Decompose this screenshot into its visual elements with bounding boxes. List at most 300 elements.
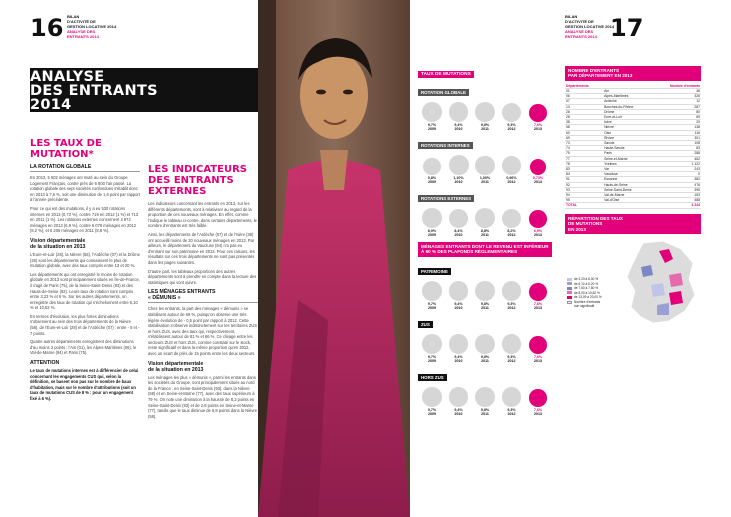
- year-tick-label: 2009: [428, 127, 436, 131]
- table-cell: 288: [651, 151, 701, 156]
- heading-vision: [30, 238, 140, 250]
- map-title: [565, 214, 701, 234]
- bubble-cell: [420, 102, 444, 127]
- bubble-cell: [500, 156, 524, 180]
- legend-swatch: [567, 305, 572, 308]
- table-cell: Var: [603, 167, 651, 172]
- running-title-line: BILAN: [67, 14, 80, 19]
- section-title-line: LES INDICATEURS: [148, 164, 247, 175]
- bubble-cell: [473, 387, 497, 412]
- bubble-cell: [473, 156, 497, 180]
- bubble-mark: [529, 283, 547, 301]
- table-title-line: PAR DÉPARTEMENT EN 2013: [568, 73, 633, 79]
- bubble-cell: [447, 334, 471, 359]
- bubble-cell: [447, 102, 471, 127]
- department-region: [669, 273, 683, 287]
- table-cell: 07: [565, 99, 603, 104]
- running-subtitle-line: ENTRANTS 2014: [67, 34, 99, 39]
- table-cell: 83: [565, 167, 603, 172]
- chart-title: ZUS: [418, 321, 433, 328]
- bubble-mark: [422, 334, 442, 354]
- bubble-cell: [420, 208, 444, 233]
- year-tick-label: 2012: [507, 127, 516, 131]
- bubble-mark: [422, 387, 442, 407]
- table-cell: TOTAL: [565, 203, 603, 208]
- chart-title: PATRIMOINE: [418, 268, 451, 275]
- bubble-mark: [530, 159, 546, 175]
- legend-item: [567, 304, 627, 309]
- bubble-mark: [449, 102, 469, 122]
- bubble-value-label: 9,4%: [454, 407, 463, 412]
- legend-swatch: [567, 278, 572, 281]
- bubble-cell: [420, 334, 444, 359]
- year-tick-label: 2010: [454, 411, 463, 416]
- bubble-value-label: 0,8%: [427, 176, 437, 180]
- table-cell: 287: [651, 104, 701, 109]
- table-cell: Paris: [603, 151, 651, 156]
- section-title-line: MUTATION*: [30, 149, 94, 160]
- legend-label: Nombre d'entrants: [574, 299, 601, 304]
- bubble-cell: [420, 387, 444, 412]
- legend-label: de 13,09 à 20,00 %: [574, 295, 602, 300]
- table-cell: 488: [651, 198, 701, 203]
- bubble-value-label: 9,4%: [454, 301, 463, 306]
- bubble-cell: [526, 210, 550, 233]
- bubble-value-label: 9,8%: [480, 354, 490, 359]
- charts-column: [418, 62, 552, 419]
- table-cell: 94: [565, 193, 603, 198]
- chart-title: ROTATIONS INTERNES: [418, 142, 473, 149]
- bubble-mark: [475, 281, 495, 301]
- bubble-mark: [529, 210, 547, 228]
- year-tick-label: 2009: [428, 305, 436, 310]
- paragraph: En termes d'évolution, les plus fortes diminutions s'observent au sein des trois départements de la Nièvre (58), de l'Eure-et-Loir (28) et de l'Ardèche (07) : entre - 5 et - 7 points.: [30, 313, 140, 336]
- bubble-mark: [502, 209, 521, 228]
- running-head-right: [565, 14, 615, 39]
- year-tick-label: 2009: [428, 411, 436, 416]
- map-legend: [567, 277, 627, 309]
- department-region: [669, 291, 683, 305]
- table-cell: 20: [651, 120, 701, 125]
- legend-swatch: [567, 301, 572, 304]
- table-cell: 75: [565, 151, 603, 156]
- chart-title: HORS ZUS: [418, 374, 447, 381]
- table-cell: 93: [565, 187, 603, 192]
- bubble-row: [418, 384, 552, 412]
- paragraph: Les départements qui ont enregistré le moins de rotation globale en 2013 sont principalement situés en Île-de-France, il s'agit de Paris (75), de la Seine-Saint-Denis (93) et des Hauts-de-Seine (92). Leurs taux de rotation sont compris entre 3,23 % et 6 %. Sur les autres départements, on enregistre des taux de rotation qui s'échelonnent entre 6,10 % et 10,62 %.: [30, 271, 140, 311]
- bubble-mark: [449, 387, 469, 407]
- bubble-cell: [500, 103, 524, 127]
- section-title-line: EXTERNES: [148, 186, 207, 197]
- main-title-line: ANALYSE: [30, 69, 105, 85]
- table-cell: [603, 203, 651, 208]
- table-cell: Haute-Savoie: [603, 146, 651, 151]
- bubble-value-label: 8,9%: [427, 229, 437, 233]
- bubble-value-label: 9,3%: [507, 301, 516, 306]
- bubble-row: [418, 331, 552, 359]
- main-title-line: 2014: [30, 97, 72, 113]
- year-tick-label: 2009: [428, 233, 436, 237]
- paragraph: Quatre autres départements enregistrent des diminutions d'au moins 3 points : l'Ain (01), les Alpes-Maritimes (06), le Val-de-Marne (94) et Paris (75).: [30, 339, 137, 356]
- bubble-row: [418, 278, 552, 306]
- running-title-line: D'ACTIVITÉ DE: [67, 19, 96, 24]
- year-tick-label: 2012: [507, 305, 516, 310]
- department-region: [651, 283, 665, 297]
- table-cell: 38: [565, 120, 603, 125]
- table-cell: 4 244: [651, 203, 701, 208]
- bubble-mark: [502, 387, 521, 406]
- bubble-value-label: 9,4%: [454, 354, 463, 359]
- section-title-indicateurs: [148, 164, 258, 197]
- table-cell: Seine-Saint-Denis: [603, 187, 651, 192]
- table-cell: 301: [651, 135, 701, 140]
- bubble-row: [418, 99, 552, 127]
- table-cell: 243: [651, 167, 701, 172]
- bubble-cell: [473, 281, 497, 306]
- bubble-mark: [475, 208, 495, 228]
- bubble-value-label: 1,10%: [453, 176, 464, 180]
- bubble-value-label: 9,3%: [507, 407, 516, 412]
- paragraph: Ainsi, les départements de l'Ardèche (07) et de l'Isère (38) ont accueilli moins de 20 nouveaux ménages en 2013. Par ailleurs, le département du Vaucluse (84) n'a pas eu d'entrant sur son patrimoine en 2013. Pour ces raisons, les résultats sur ces trois départements ne sont pas présentés dans les pages suivantes.: [148, 231, 255, 265]
- bubble-value-label: 7,6%: [533, 301, 543, 306]
- bubble-value-label: 6,9%: [533, 229, 543, 233]
- portrait-illustration: [258, 0, 410, 517]
- bubble-cell: [526, 159, 550, 180]
- table-cell: 92: [565, 182, 603, 187]
- table-cell: Rhône: [603, 135, 651, 140]
- bubble-cell: [526, 104, 550, 127]
- paragraph: D'autre part, les tableaux proportions des autres départements sont à prendre en compte dans la lecture des statistiques qui vont suivre.: [148, 268, 257, 285]
- year-tick-label: 2011: [481, 305, 489, 310]
- subhead-menages-demunis: [148, 289, 258, 303]
- bubble-cell: [447, 281, 471, 306]
- heading-vision: [148, 361, 258, 373]
- paragraph: Pour ce qui est des mutations, il y a eu 530 rotations internes en 2013 (0,73 %), contre 719 en 2012 (1 %) et 713 en 2011 (1 %). Les rotations externes concernent 4 972 ménages en 2013 (6,9 %), contre 6 079 ménages en 2012 (8,2 %), et 6 206 ménages en 2011 (8,8 %).: [30, 205, 139, 234]
- bubble-cell: [526, 283, 550, 306]
- page-number-right: 17: [610, 14, 644, 42]
- attention-text: Le taux de mutations internes est à différencier de celui concernant les engagements CUS qui, selon la définition, se basent non pas sur le nombre de baux d'habitation, mais sur le nombre d'attributions (soit un taux de mutations CUS de 8 % : pour un engagement fixé à 6 %).: [30, 368, 139, 401]
- year-tick-label: 2013: [534, 411, 542, 416]
- heading-line: de la situation en 2013: [148, 366, 204, 373]
- year-tick-label: 2012: [507, 233, 516, 237]
- table-cell: 06: [565, 94, 603, 99]
- year-tick-label: 2013: [534, 127, 542, 131]
- bubble-value-label: 9,3%: [507, 354, 516, 359]
- year-tick-label: 2013: [534, 358, 542, 363]
- running-title-line: GESTION LOCATIVE 2014: [565, 24, 615, 29]
- table-cell: 0: [651, 172, 701, 177]
- bubble-cell: [420, 281, 444, 306]
- bubble-cell: [447, 209, 471, 233]
- table-body: [565, 89, 701, 209]
- bubble-mark: [529, 389, 547, 407]
- section-title-line: DES ENTRANTS: [148, 175, 234, 186]
- main-title: [30, 70, 158, 112]
- year-tick-label: 2013: [534, 305, 542, 310]
- table-cell: 138: [651, 125, 701, 130]
- table-cell: 326: [651, 94, 701, 99]
- note-box-menages: MÉNAGES ENTRANTS DONT LE REVENU EST INFÉRIEUR À 60 % DES PLAFONDS RÉGLEMENTAIRES: [418, 242, 552, 257]
- bubble-mark: [449, 281, 469, 301]
- year-tick-label: 2012: [507, 180, 516, 184]
- table-cell: 69: [565, 135, 603, 140]
- paragraph: En 2013, 5 502 ménages ont muté au sein du Groupe Logement Français, contre près de 6 800 l'an passé. La rotation globale des sept sociétés confondues s'établit donc en 2013 à 7,6 %, soit une diminution de 1,6 point par rapport à l'année précédente.: [30, 175, 140, 203]
- table-cell: Isère: [603, 120, 651, 125]
- year-tick-label: 2009: [428, 358, 436, 363]
- paragraph: Les indicateurs concernant les entrants en 2013, sur les différents départements, sont à relativiser au regard de la proportion de ces nouveaux ménages. En effet, comme l'indique le tableau ci-contre, dans certains départements, le nombre d'entrants est très faible.: [148, 201, 257, 229]
- bubble-mark: [422, 102, 442, 122]
- year-axis: [418, 233, 552, 237]
- table-cell: 73: [565, 141, 603, 146]
- bubble-cell: [420, 158, 444, 180]
- bubble-mark: [529, 336, 547, 354]
- bubble-value-label: 9,7%: [427, 301, 437, 306]
- table-cell: 395: [651, 187, 701, 192]
- table-cell: 58: [565, 125, 603, 130]
- table-cell: Nièvre: [603, 125, 651, 130]
- table-cell: 83: [651, 146, 701, 151]
- table-cell: Savoie: [603, 141, 651, 146]
- table-cell: 78: [565, 161, 603, 166]
- bubble-value-label: 7,6%: [533, 407, 543, 412]
- bubble-mark: [449, 209, 468, 228]
- bubble-value-label: 7,6%: [533, 123, 543, 127]
- bubble-cell: [473, 102, 497, 127]
- table-cell: 12: [651, 99, 701, 104]
- chart-group-menages: [418, 260, 552, 416]
- year-tick-label: 2011: [481, 358, 489, 363]
- bubble-value-label: 9,3%: [507, 123, 516, 127]
- table-cell: Alpes-Maritimes: [603, 94, 651, 99]
- main-title-line: DES ENTRANTS: [30, 83, 158, 99]
- bubble-mark: [449, 334, 469, 354]
- running-title: [67, 14, 127, 29]
- page-number-left: 16: [30, 14, 64, 42]
- subhead-line: LES MÉNAGES ENTRANTS: [148, 289, 216, 296]
- legend-label: de 3,23 à 6,00 %: [574, 276, 599, 281]
- bubble-mark: [475, 102, 495, 122]
- year-tick-label: 2011: [481, 411, 489, 416]
- table-header: Départements: [565, 84, 603, 89]
- far-right-column: [565, 66, 701, 329]
- bubble-value-label: 9,4%: [454, 123, 463, 127]
- year-tick-label: 2013: [534, 180, 542, 184]
- bubble-cell: [447, 155, 471, 180]
- running-head-left: [67, 14, 127, 39]
- paragraph: Les ménages les plus « démunis », parmi les entrants dans les sociétés du Groupe, sont principalement situés au nord de la France : en Seine-Saint-Denis (93), dans la Nièvre (58) et en Seine-et-Marne (77), avec des taux supérieurs à 79 %. On note une diminution à la hausse de 8,3 points en Seine-Saint-Denis (93) et de 2,8 points en Seine-et-Marne (77), tandis que le taux diminue de 6,8 points dans la Nièvre (58).: [148, 374, 258, 419]
- year-axis: [418, 412, 552, 416]
- table-cell: Vaucluse: [603, 172, 651, 177]
- table-cell: Ardèche: [603, 99, 651, 104]
- bubble-cell: [447, 387, 471, 412]
- chart-title: ROTATION GLOBALE: [418, 89, 469, 96]
- year-tick-label: 2011: [481, 127, 489, 131]
- bubble-value-label: 7,6%: [533, 354, 543, 359]
- table-title-line: NOMBRE D'ENTRANTS: [568, 68, 620, 73]
- bubble-mark: [475, 334, 495, 354]
- table-cell: 28: [565, 115, 603, 120]
- table-cell: 95: [565, 198, 603, 203]
- bubble-value-label: 9,7%: [427, 123, 437, 127]
- map-title-line: RÉPARTITION DES TAUX: [568, 215, 623, 221]
- section-title-mutation: [30, 138, 140, 160]
- running-subtitle-line: ANALYSE DES: [67, 29, 96, 34]
- table-cell: 84: [565, 172, 603, 177]
- year-tick-label: 2010: [454, 180, 463, 184]
- bubble-mark: [475, 156, 494, 175]
- map-mutations: [565, 237, 701, 329]
- table-cell: 13: [565, 104, 603, 109]
- attention-title: ATTENTION: [30, 360, 60, 367]
- year-tick-label: 2009: [428, 180, 436, 184]
- chart-title: ROTATIONS EXTERNES: [418, 195, 474, 202]
- year-tick-label: 2012: [507, 358, 516, 363]
- table-cell: Hauts-de-Seine: [603, 182, 651, 187]
- table-cell: 91: [565, 177, 603, 182]
- bubble-mark: [502, 334, 521, 353]
- bubble-mark: [422, 281, 442, 301]
- heading-line: Vision départementale: [30, 237, 86, 244]
- year-tick-label: 2012: [507, 411, 516, 416]
- bubble-mark: [449, 155, 469, 175]
- heading-line: de la situation en 2013: [30, 243, 86, 250]
- paragraph: L'Eure-et-Loir (28), la Nièvre (58), l'Ardèche (07) et la Drôme (26) sont les départements qui connaissent le plus de mutation globale, avec des taux compris entre 13 et 20 %.: [30, 251, 140, 269]
- table-cell: 153: [651, 193, 701, 198]
- heading-line: Vision départementale: [148, 360, 204, 367]
- bubble-row: [418, 152, 552, 180]
- bubble-value-label: 8,8%: [480, 229, 490, 233]
- legend-swatch: [567, 287, 572, 290]
- portrait-photo: [258, 0, 410, 517]
- bubble-mark: [423, 158, 440, 175]
- middle-column: [148, 164, 258, 422]
- table-cell: Val-de-Marne: [603, 193, 651, 198]
- bubble-value-label: 8,2%: [507, 229, 516, 233]
- bubble-cell: [500, 209, 524, 233]
- bubble-value-label: 0,73%: [532, 176, 544, 180]
- bubble-mark: [502, 156, 521, 175]
- department-region: [641, 265, 653, 277]
- bubble-cell: [473, 208, 497, 233]
- map-title-line: EN 2013: [568, 226, 586, 232]
- section-title-line: LES TAUX DE: [30, 138, 102, 149]
- bubble-mark: [422, 208, 442, 228]
- year-tick-label: 2011: [481, 233, 489, 237]
- legend-label: de 6,10 à 6,20 %: [574, 281, 599, 286]
- bubble-value-label: 9,7%: [427, 354, 437, 359]
- table-cell: 80: [651, 109, 701, 114]
- table-cell: 452: [651, 156, 701, 161]
- running-title-line: BILAN: [565, 14, 578, 19]
- map-title-line: DE MUTATIONS: [568, 221, 603, 227]
- table-cell: Essonne: [603, 177, 651, 182]
- table-cell: Yvelines: [603, 161, 651, 166]
- year-tick-label: 2010: [454, 358, 463, 363]
- box-label-taux: TAUX DE MUTATIONS: [418, 71, 474, 78]
- bubble-value-label: 9,8%: [480, 407, 490, 412]
- table-cell: Ain: [603, 89, 651, 94]
- year-tick-label: 2010: [454, 127, 463, 131]
- table-header: Nombre d'entrants: [651, 84, 701, 89]
- bubble-value-label: 8,4%: [454, 229, 463, 233]
- legend-label: de 8,00 à 10,62 %: [574, 290, 600, 295]
- table-cell: Oise: [603, 130, 651, 135]
- legend-swatch: [567, 296, 572, 299]
- table-cell: 01: [565, 89, 603, 94]
- table-cell: 60: [565, 130, 603, 135]
- table-title: [565, 66, 701, 81]
- bubble-mark: [475, 387, 495, 407]
- running-subtitle-line: ENTRANTS 2014: [565, 34, 597, 39]
- table-cell: 69: [651, 115, 701, 120]
- bubble-cell: [500, 281, 524, 305]
- running-title-line: D'ACTIVITÉ DE: [565, 19, 594, 24]
- bubble-value-label: 9,7%: [427, 407, 437, 412]
- legend-swatch: [567, 291, 572, 294]
- table-cell: 116: [651, 130, 701, 135]
- left-column: [30, 138, 140, 405]
- year-axis: [418, 180, 552, 184]
- table-total-row: [565, 203, 701, 208]
- legend-label: de 7,60 à 7,80 %: [574, 286, 599, 291]
- table-cell: 382: [651, 177, 701, 182]
- table-cell: 476: [651, 182, 701, 187]
- bubble-value-label: 9,8%: [480, 301, 490, 306]
- table-cell: 77: [565, 156, 603, 161]
- table-cell: 108: [651, 141, 701, 146]
- table-cell: 46: [651, 89, 701, 94]
- bubble-cell: [473, 334, 497, 359]
- table-cell: 74: [565, 146, 603, 151]
- entrants-table: [565, 84, 701, 209]
- bubble-cell: [500, 387, 524, 411]
- bubble-cell: [526, 389, 550, 412]
- table-cell: 1 122: [651, 161, 701, 166]
- running-subtitle: [67, 29, 127, 39]
- year-axis: [418, 127, 552, 131]
- legend-label: non significatif: [574, 304, 595, 309]
- running-title-line: GESTION LOCATIVE 2014: [67, 24, 117, 29]
- year-tick-label: 2010: [454, 233, 463, 237]
- bubble-row: [418, 205, 552, 233]
- table-cell: Val-d'Oise: [603, 198, 651, 203]
- paragraph: Chez les entrants, la part des ménages « démunis » se stabilisent autour de 69 %, puisqu'on observe une très légère évolution de - 0,5 point par rapport à 2012. Cette stabilisation s'observe indistinctement sur les territoires ZUS et hors ZUS, avec des taux qui, respectivement, s'établissent autour de 81 % et 66 %. Ce clivage entre les secteurs ZUS et hors ZUS, comme constaté sur le stock, reste significatif et dans la même proportion qu'en 2012, avec un écart de près de 15 points entre les deux secteurs.: [148, 306, 258, 357]
- legend-swatch: [567, 282, 572, 285]
- subhead-line: « DÉMUNIS »: [148, 295, 181, 302]
- running-subtitle-line: ANALYSE DES: [565, 29, 594, 34]
- chart-group-mutations: [418, 81, 552, 237]
- bubble-mark: [502, 281, 521, 300]
- year-axis: [418, 359, 552, 363]
- bubble-value-label: 9,8%: [480, 123, 490, 127]
- bubble-value-label: 0,96%: [506, 176, 517, 180]
- year-tick-label: 2010: [454, 305, 463, 310]
- bubble-cell: [500, 334, 524, 358]
- subhead-rotation-globale: LA ROTATION GLOBALE: [30, 164, 140, 172]
- year-axis: [418, 306, 552, 310]
- department-region: [657, 303, 669, 315]
- table-cell: 26: [565, 109, 603, 114]
- year-tick-label: 2011: [481, 180, 489, 184]
- bubble-mark: [502, 103, 521, 122]
- year-tick-label: 2013: [534, 233, 542, 237]
- bubble-mark: [529, 104, 547, 122]
- table-cell: Eure-et-Loir: [603, 115, 651, 120]
- table-cell: Drôme: [603, 109, 651, 114]
- table-cell: Bouches-du-Rhône: [603, 104, 651, 109]
- bubble-cell: [526, 336, 550, 359]
- table-cell: Seine-et-Marne: [603, 156, 651, 161]
